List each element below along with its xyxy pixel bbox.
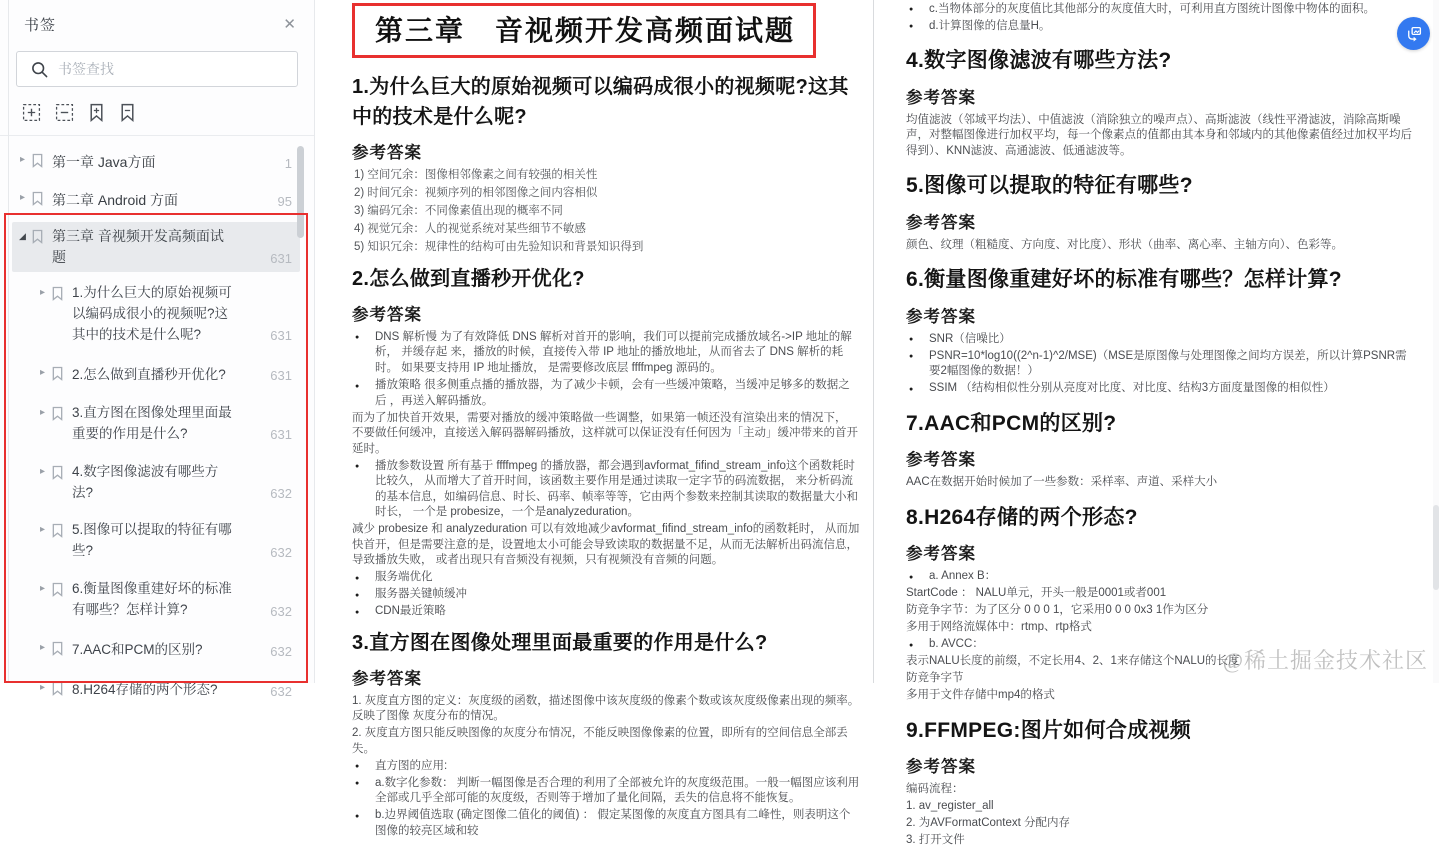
expand-arrow-icon[interactable]: ▸ — [39, 287, 46, 298]
answer-paragraph: 防竞争字节 — [906, 672, 964, 685]
answer-heading: 参考答案 — [906, 451, 976, 470]
bullet-text: b. AVCC： — [929, 638, 984, 651]
answer-bullet — [352, 759, 861, 775]
bookmark-page-number: 632 — [270, 683, 292, 699]
bookmark-icon — [51, 462, 72, 485]
answer-bullet — [906, 19, 1418, 35]
answer-paragraph: 编码流程： — [906, 783, 964, 796]
question-heading: 7.AAC和PCM的区别? — [906, 411, 1117, 435]
remove-bookmark-icon — [119, 103, 136, 122]
bookmark-item[interactable] — [12, 146, 300, 177]
question-heading: 9.FFMPEG:图片如何合成视频 — [906, 718, 1192, 742]
main-scrollbar[interactable] — [1433, 0, 1439, 683]
answer-bullet — [352, 459, 861, 521]
remove-bookmark-button[interactable] — [119, 103, 136, 123]
bullet-text: SSIM （结构相似性分别从亮度对比度、对比度、结构3方面度量图像的相似性） — [929, 382, 1335, 395]
answer-bullet — [352, 776, 861, 807]
expand-arrow-icon[interactable]: ▸ — [39, 583, 46, 595]
bookmark-page-number: 1 — [284, 155, 292, 171]
answer-paragraph: 1. av_register_all — [906, 800, 994, 813]
bullet-text: a. Annex B： — [929, 570, 997, 583]
bullet-dot-icon: ● — [909, 641, 914, 649]
bullet-text: 播放参数设置 所有基于 ffffmpeg 的播放器，都会遇到avformat_fifind_stream_info这个函数耗时比较久， 从而增大了首开时间，该函数主要作用是通过读取一定字节的码流数据， 来分析码流的基本信息，如编码信息、时长、码率、帧率等等，它由两个参数来控制其读取的数据量大小和时长， 一个是 probesize，一个是analyzeduration。 — [375, 459, 858, 519]
bookmark-label: 第一章 Java方面 — [52, 154, 156, 170]
bullet-dot-icon: ● — [909, 6, 914, 13]
expand-arrow-icon[interactable]: ▸ — [39, 682, 46, 694]
answer-paragraph: 多用于文件存储中mp4的格式 — [906, 689, 1055, 702]
bullet-text: a.数字化参数： 判断一幅图像是否合理的利用了全部被允许的灰度级范围。一般一幅图应该利用全部或几乎全部可能的灰度级，否则等于增加了量化间隔，丢失的信息将不能恢复。 — [375, 776, 860, 805]
add-bookmark-button[interactable] — [88, 103, 105, 123]
expand-arrow-icon[interactable]: ▸ — [19, 154, 26, 165]
answer-heading: 参考答案 — [352, 669, 422, 688]
answer-bullet — [352, 570, 861, 586]
answer-heading: 参考答案 — [906, 758, 976, 777]
bookmark-page-number: 632 — [270, 603, 292, 619]
answer-list-item: 4) 视觉冗余：人的视觉系统对某些细节不敏感 — [354, 223, 586, 236]
collapse-all-icon — [55, 103, 74, 122]
answer-bullet — [906, 332, 1418, 348]
bookmark-page-number: 631 — [270, 250, 292, 266]
answer-paragraph: 防竞争字节：为了区分 0 0 0 1，它采用0 0 0 0x3 1作为区分 — [906, 604, 1209, 617]
bullet-dot-icon: ● — [355, 812, 360, 820]
bookmark-icon — [51, 520, 72, 543]
bookmark-item[interactable] — [12, 674, 300, 705]
answer-list-item: 1) 空间冗余：图像相邻像素之间有较强的相关性 — [354, 169, 598, 181]
bullet-text: c.当物体部分的灰度值比其他部分的灰度值大时，可利用直方图统计图像中物体的面积。 — [929, 2, 1375, 15]
bullet-text: 直方图的应用: — [375, 759, 448, 772]
answer-paragraph: 3. 打开文件 — [906, 834, 965, 847]
answer-paragraph: AAC在数据开始时候加了一些参数：采样率、声道、采样大小 — [906, 476, 1218, 489]
bullet-dot-icon: ● — [355, 591, 360, 599]
answer-bullet — [906, 381, 1418, 397]
bookmark-item[interactable] — [12, 634, 300, 665]
answer-heading: 参考答案 — [906, 545, 976, 564]
page-divider — [873, 0, 874, 683]
answer-bullet — [906, 349, 1418, 380]
bookmark-icon — [51, 678, 72, 701]
expand-all-icon — [22, 103, 41, 122]
document-page-left — [322, 0, 873, 837]
bookmark-item[interactable] — [12, 458, 300, 508]
expand-arrow-icon[interactable]: ▸ — [39, 524, 46, 536]
bookmark-page-number: 632 — [270, 643, 292, 659]
bookmark-item[interactable] — [12, 516, 300, 566]
bullet-text: PSNR=10*log10((2^n-1)^2/MSE)（MSE是原图像与处理图像之间均方误差，所以计算PSNR需要2幅图像的数据！） — [929, 349, 1407, 378]
bookmark-label: 7.AAC和PCM的区别? — [72, 642, 203, 658]
question-heading: 4.数字图像滤波有哪些方法? — [906, 49, 1172, 73]
expand-arrow-icon[interactable]: ▸ — [19, 192, 26, 203]
bookmark-page-number: 632 — [270, 485, 292, 501]
search-icon — [31, 61, 48, 78]
answer-list-item: 5) 知识冗余：规律性的结构可由先验知识和背景知识得到 — [354, 241, 644, 254]
bookmark-icon — [31, 188, 52, 211]
answer-bullet — [352, 587, 861, 603]
bullet-dot-icon: ● — [909, 23, 914, 31]
bookmark-icon — [51, 638, 72, 661]
bullet-dot-icon: ● — [909, 353, 914, 361]
bullet-dot-icon: ● — [909, 573, 914, 581]
answer-paragraph: 而为了加快首开效果，需要对播放的缓冲策略做一些调整，如果第一帧还没有渲染出来的情况下， 不要做任何缓冲，直接送入解码器解码播放，这样就可以保证没有任何因为「主动」缓冲带来的首开延时。 — [352, 411, 858, 455]
bookmark-label: 4.数字图像滤波有哪些方法? — [72, 463, 219, 500]
answer-paragraph: 1. 灰度直方图的定义：灰度级的函数，描述图像中该灰度级的像素个数或该灰度级像素出现的频率。反映了图像 灰度分布的情况。 — [352, 694, 860, 723]
bullet-dot-icon: ● — [355, 780, 360, 788]
answer-list-item: 2) 时间冗余：视频序列的相邻图像之间内容相似 — [354, 187, 598, 200]
question-heading: 2.怎么做到直播秒开优化? — [352, 267, 585, 290]
answer-heading: 参考答案 — [906, 213, 976, 232]
bullet-text: 服务端优化 — [375, 571, 433, 584]
bullet-dot-icon: ● — [355, 382, 360, 390]
document-page-right — [876, 0, 1430, 847]
bookmark-item[interactable] — [12, 359, 300, 390]
answer-heading: 参考答案 — [352, 305, 422, 324]
bullet-text: 播放策略 很多侧重点播的播放器，为了减少卡顿，会有一些缓冲策略，当缓冲足够多的数据之后 ，再送入解码播放。 — [375, 379, 850, 407]
expand-arrow-icon[interactable]: ▸ — [39, 642, 46, 654]
answer-paragraph: 减少 probesize 和 analyzeduration 可以有效地减少avformat_fifind_stream_info的函数耗时， 从而加快首开，但是需要注意的是，设置地太小可能会导致读取的数据量不足，从而无法解析出码流信息，导致播放失败， 或者出现只有音频没有视频，只有视频没有音频的问题。 — [352, 523, 860, 567]
bookmark-item[interactable] — [12, 279, 300, 350]
question-heading: 5.图像可以提取的特征有哪些? — [906, 174, 1193, 198]
answer-heading: 参考答案 — [352, 144, 422, 162]
bookmark-page-number: 631 — [270, 368, 292, 384]
answer-bullet — [352, 330, 861, 377]
answer-bullet — [352, 808, 861, 839]
bullet-text: SNR（信噪比） — [929, 332, 1011, 345]
answer-bullet — [906, 569, 1418, 585]
bookmark-icon — [51, 403, 72, 426]
bullet-dot-icon: ● — [355, 763, 360, 771]
bookmark-label: 6.衡量图像重建好坏的标准有哪些？怎样计算? — [72, 581, 232, 618]
save-image-icon — [1405, 25, 1423, 43]
bookmark-label: 8.H264存储的两个形态? — [72, 682, 218, 698]
close-icon[interactable]: ✕ — [283, 16, 296, 33]
answer-paragraph: 多用于网络流媒体中：rtmp、rtp格式 — [906, 621, 1092, 634]
bullet-text: DNS 解析慢 为了有效降低 DNS 解析对首开的影响，我们可以提前完成播放域名->IP 地址的解析， 并缓存起 来，播放的时候，直接传入带 IP 地址的播放地址，从而省去了 DNS 解析的耗时。 如果要支持用 IP 地址播放， 是需要修改底层 ffffmpeg 源码的。 — [375, 330, 852, 374]
bullet-text: CDN最近策略 — [375, 605, 446, 618]
bullet-text: 服务器关键帧缓冲 — [375, 588, 467, 601]
bookmark-icon — [51, 579, 72, 602]
bookmark-page-number: 631 — [270, 427, 292, 443]
bookmark-icon — [31, 150, 52, 173]
bullet-dot-icon: ● — [355, 463, 360, 471]
bookmark-item[interactable] — [12, 575, 300, 625]
bookmark-icon — [51, 363, 72, 386]
bullet-text: b.边界阈值选取 (确定图像二值化的阈值) ： 假定某图像的灰度直方图具有二峰性，则表明这个图像的较亮区域和较 — [375, 809, 851, 837]
chapter-title: 第三章 音视频开发高频面试题 — [375, 15, 796, 46]
bookmark-label: 3.直方图在图像处理里面最重要的作用是什么? — [72, 404, 232, 441]
bookmark-icon — [31, 226, 52, 249]
bookmarks-panel — [0, 0, 314, 699]
expand-arrow-icon[interactable]: ▸ — [39, 406, 46, 418]
bookmark-item[interactable] — [12, 184, 300, 215]
question-heading: 3.直方图在图像处理里面最重要的作用是什么? — [352, 631, 768, 654]
bookmark-label: 第三章 音视频开发高频面试题 — [52, 228, 224, 265]
bookmark-icon — [51, 283, 72, 306]
bookmark-search-input[interactable] — [56, 60, 289, 78]
bookmark-label: 第二章 Android 方面 — [52, 192, 179, 208]
add-bookmark-icon — [88, 103, 105, 122]
answer-heading: 参考答案 — [906, 88, 976, 107]
bookmark-label: 2.怎么做到直播秒开优化? — [72, 366, 226, 382]
bookmark-search-box[interactable] — [16, 51, 298, 87]
question-heading: 6.衡量图像重建好坏的标准有哪些？怎样计算? — [906, 268, 1342, 292]
answer-paragraph: 2. 灰度直方图只能反映图像的灰度分布情况，不能反映图像像素的位置，即所有的空间信息全部丢失。 — [352, 727, 848, 755]
bullet-dot-icon: ● — [355, 608, 360, 616]
answer-bullet — [906, 2, 1418, 18]
answer-paragraph: 颜色、纹理（粗糙度、方向度、对比度）、形状（曲率、离心率、主轴方向）、色彩等。 — [906, 238, 1343, 251]
watermark: @稀土掘金技术社区 — [1222, 648, 1428, 673]
question-heading: 1.为什么巨大的原始视频可以编码成很小的视频呢?这其中的技术是什么呢? — [352, 76, 849, 128]
main-scrollbar-thumb[interactable] — [1433, 505, 1439, 590]
annotation-red-box-title — [352, 3, 816, 58]
bookmark-label: 5.图像可以提取的特征有哪些? — [72, 522, 232, 559]
bullet-dot-icon: ● — [909, 385, 914, 393]
bookmark-label: 1.为什么巨大的原始视频可以编码成很小的视频呢?这其中的技术是什么呢? — [72, 285, 232, 342]
answer-paragraph: 均值滤波（邻域平均法）、中值滤波（消除独立的噪声点）、高斯滤波（线性平滑滤波，消除高斯噪声，对整幅图像进行加权平均，每一个像素点的值都由其本身和邻域内的其他像素值经过加权平均后得到）、KNN滤波、高通滤波、低通滤波等。 — [906, 113, 1412, 157]
bookmarks-panel-title: 书签 — [24, 17, 57, 34]
answer-paragraph: 表示NALU长度的前缀，不定长用4、2、1来存储这个NALU的长度 — [906, 655, 1240, 668]
bookmark-tree — [0, 136, 314, 705]
collapse-arrow-icon[interactable]: ◢ — [19, 231, 26, 241]
bullet-dot-icon: ● — [355, 574, 360, 582]
sidebar-scrollbar-thumb[interactable] — [297, 146, 304, 238]
expand-arrow-icon[interactable]: ▸ — [39, 366, 46, 378]
bookmark-page-number: 632 — [270, 544, 292, 560]
save-image-button[interactable] — [1397, 17, 1430, 50]
answer-bullet — [352, 604, 861, 620]
bookmark-item[interactable] — [12, 399, 300, 449]
bookmark-page-number: 95 — [277, 193, 292, 209]
bookmark-page-number: 631 — [270, 328, 292, 344]
expand-all-button[interactable] — [22, 103, 41, 123]
bullet-dot-icon: ● — [355, 334, 360, 342]
panel-right-divider — [314, 0, 315, 683]
collapse-all-button[interactable] — [55, 103, 74, 123]
bullet-dot-icon: ● — [909, 336, 914, 344]
answer-bullet — [352, 378, 861, 409]
bullet-text: d.计算图像的信息量H。 — [929, 19, 1051, 32]
answer-list-item: 3) 编码冗余：不同像素值出现的概率不同 — [354, 205, 563, 218]
question-heading: 8.H264存储的两个形态? — [906, 505, 1138, 529]
answer-paragraph: StartCode ： NALU单元，开头一般是0001或者001 — [906, 587, 1167, 600]
expand-arrow-icon[interactable]: ▸ — [39, 465, 46, 477]
bookmark-item[interactable] — [12, 222, 300, 272]
answer-heading: 参考答案 — [906, 307, 976, 326]
answer-paragraph: 2. 为AVFormatContext 分配内存 — [906, 817, 1071, 830]
